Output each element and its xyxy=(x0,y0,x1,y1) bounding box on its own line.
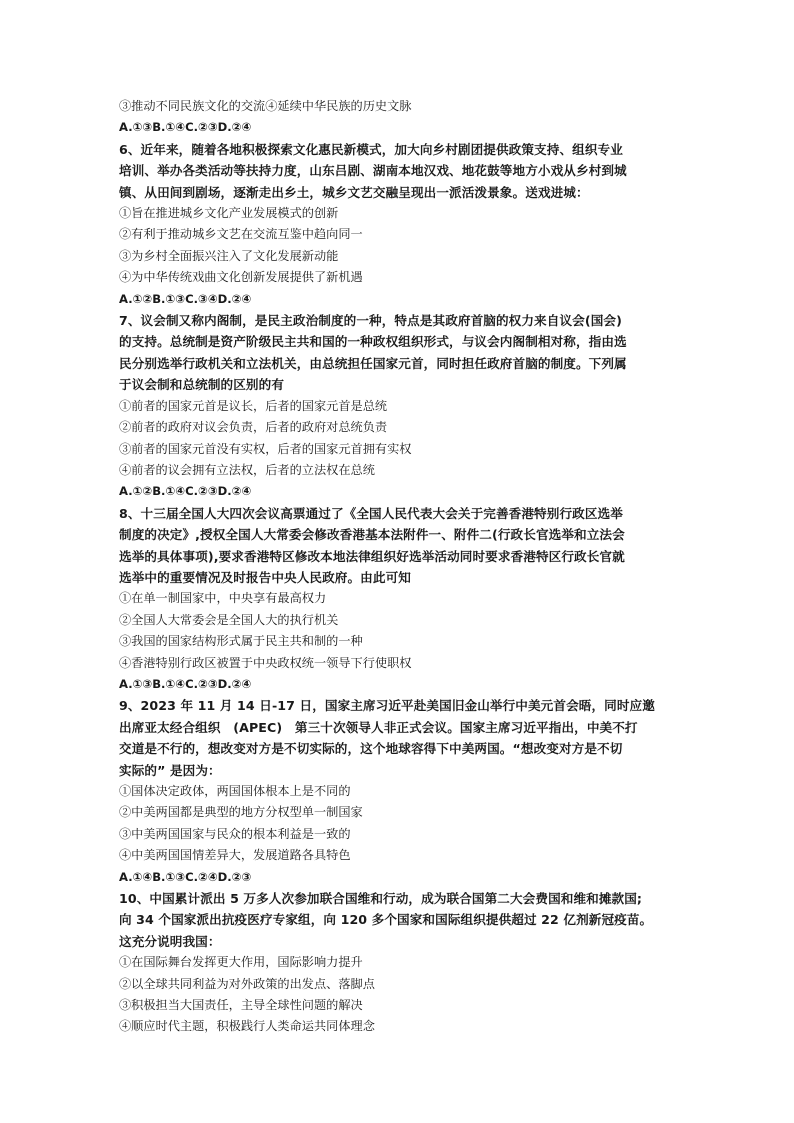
option-line: ③中美两国国家与民众的根本利益是一致的 xyxy=(119,826,351,841)
question-stem-line: 出席亚太经合组织 (APEC) 第三十次领导人非正式会议。国家主席习近平指出，中美不打 xyxy=(119,719,638,735)
option-line: ④顺应时代主题，积极践行人类命运共同体理念 xyxy=(119,1019,375,1034)
option-line: ②前者的政府对议会负责，后者的政府对总统负责 xyxy=(119,420,388,435)
question-stem-line: 6、近年来，随着各地积极探索文化惠民新模式，加大向乡村剧团提供政策支持、组织专业 xyxy=(119,141,623,157)
answer-choices: A.①②B.①④C.②③D.②④ xyxy=(119,484,252,499)
option-line: ②以全球共同利益为对外政策的出发点、落脚点 xyxy=(119,976,375,991)
question-stem-line: 实际的” 是因为： xyxy=(119,762,221,778)
question-stem-line: 培训、举办各类活动等扶持力度，山东吕剧、湖南本地汉戏、地花鼓等地方小戏从乡村到城 xyxy=(119,163,627,179)
option-line: ③推动不同民族文化的交流④延续中华民族的历史文脉 xyxy=(119,99,412,113)
option-line: ②全国人大常委会是全国人大的执行机关 xyxy=(119,612,339,627)
answer-choices: A.①④B.①③C.②④D.②③ xyxy=(119,869,252,884)
question-stem-line: 10、中国累计派出 5 万多人次参加联合国维和行动，成为联合国第二大会费国和维和摊款国; xyxy=(119,891,643,907)
question-stem-line: 8、十三届全国人大四次会议高票通过了《全国人民代表大会关于完善香港特别行政区选举 xyxy=(119,505,623,521)
option-line: ④中美两国国情差异大，发展道路各具特色 xyxy=(119,848,351,863)
option-line: ④前者的议会拥有立法权，后者的立法权在总统 xyxy=(119,462,375,477)
question-stem-line: 9、2023 年 11 月 14 日-17 日，国家主席习近平赴美国旧金山举行中美元首会晤，同时应邀 xyxy=(119,698,655,714)
question-stem-line: 选举的具体事项),要求香港特区修改本地法律组织好选举活动同时要求香港特区行政长官就 xyxy=(119,548,625,564)
question-stem-line: 7、议会制又称内阁制，是民主政治制度的一种，特点是其政府首脑的权力来自议会(国会) xyxy=(119,313,622,329)
option-line: ①在单一制国家中，中央享有最高权力 xyxy=(119,591,327,606)
question-stem-line: 民分别选举行政机关和立法机关，由总统担任国家元首，同时担任政府首脑的制度。下列属 xyxy=(119,355,627,371)
option-line: ①国体决定政体，两国国体根本上是不同的 xyxy=(119,784,351,798)
option-line: ③我国的国家结构形式属于民主共和制的一种 xyxy=(119,634,363,649)
question-stem-line: 向 34 个国家派出抗疫医疗专家组，向 120 多个国家和国际组织提供超过 22 亿剂新冠疫苗。 xyxy=(119,912,653,928)
answer-choices: A.①③B.①④C.②③D.②④ xyxy=(119,120,252,135)
option-line: ①在国际舞台发挥更大作用，国际影响力提升 xyxy=(119,955,363,970)
option-line: ①旨在推进城乡文化产业发展模式的创新 xyxy=(119,206,339,221)
option-line: ④香港特别行政区被置于中央政权统一领导下行使职权 xyxy=(119,655,412,670)
question-stem-line: 选举中的重要情况及时报告中央人民政府。由此可知 xyxy=(119,569,411,585)
option-line: ③积极担当大国责任，主导全球性问题的解决 xyxy=(119,998,363,1013)
question-stem-line: 交道是不行的，想改变对方是不切实际的，这个地球容得下中美两国。“想改变对方是不切 xyxy=(119,741,623,757)
question-stem-line: 的支持。总统制是资产阶级民主共和国的一种政权组织形式，与议会内阁制相对称，指由选 xyxy=(119,334,627,350)
option-line: ①前者的国家元首是议长，后者的国家元首是总统 xyxy=(119,398,388,413)
question-stem-line: 制度的决定》,授权全国人大常委会修改香港基本法附件一、附件二(行政长官选举和立法会 xyxy=(119,527,625,543)
answer-choices: A.①②B.①③C.③④D.②④ xyxy=(119,291,252,306)
option-line: ③前者的国家元首没有实权，后者的国家元首拥有实权 xyxy=(119,441,412,456)
option-line: ③为乡村全面振兴注入了文化发展新动能 xyxy=(119,248,339,263)
option-line: ②中美两国都是典型的地方分权型单一制国家 xyxy=(119,805,363,820)
option-line: ④为中华传统戏曲文化创新发展提供了新机遇 xyxy=(119,270,363,285)
question-stem-line: 这充分说明我国： xyxy=(119,933,221,949)
answer-choices: A.①③B.①④C.②③D.②④ xyxy=(119,676,252,691)
exam-page xyxy=(119,96,691,1038)
question-stem-line: 镇、从田间到剧场，逐渐走出乡土，城乡文艺交融呈现出一派活泼景象。送戏进城： xyxy=(119,184,589,200)
option-line: ②有利于推动城乡文艺在交流互鉴中趋向同一 xyxy=(119,227,363,242)
question-stem-line: 于议会制和总统制的区别的有 xyxy=(119,377,285,393)
